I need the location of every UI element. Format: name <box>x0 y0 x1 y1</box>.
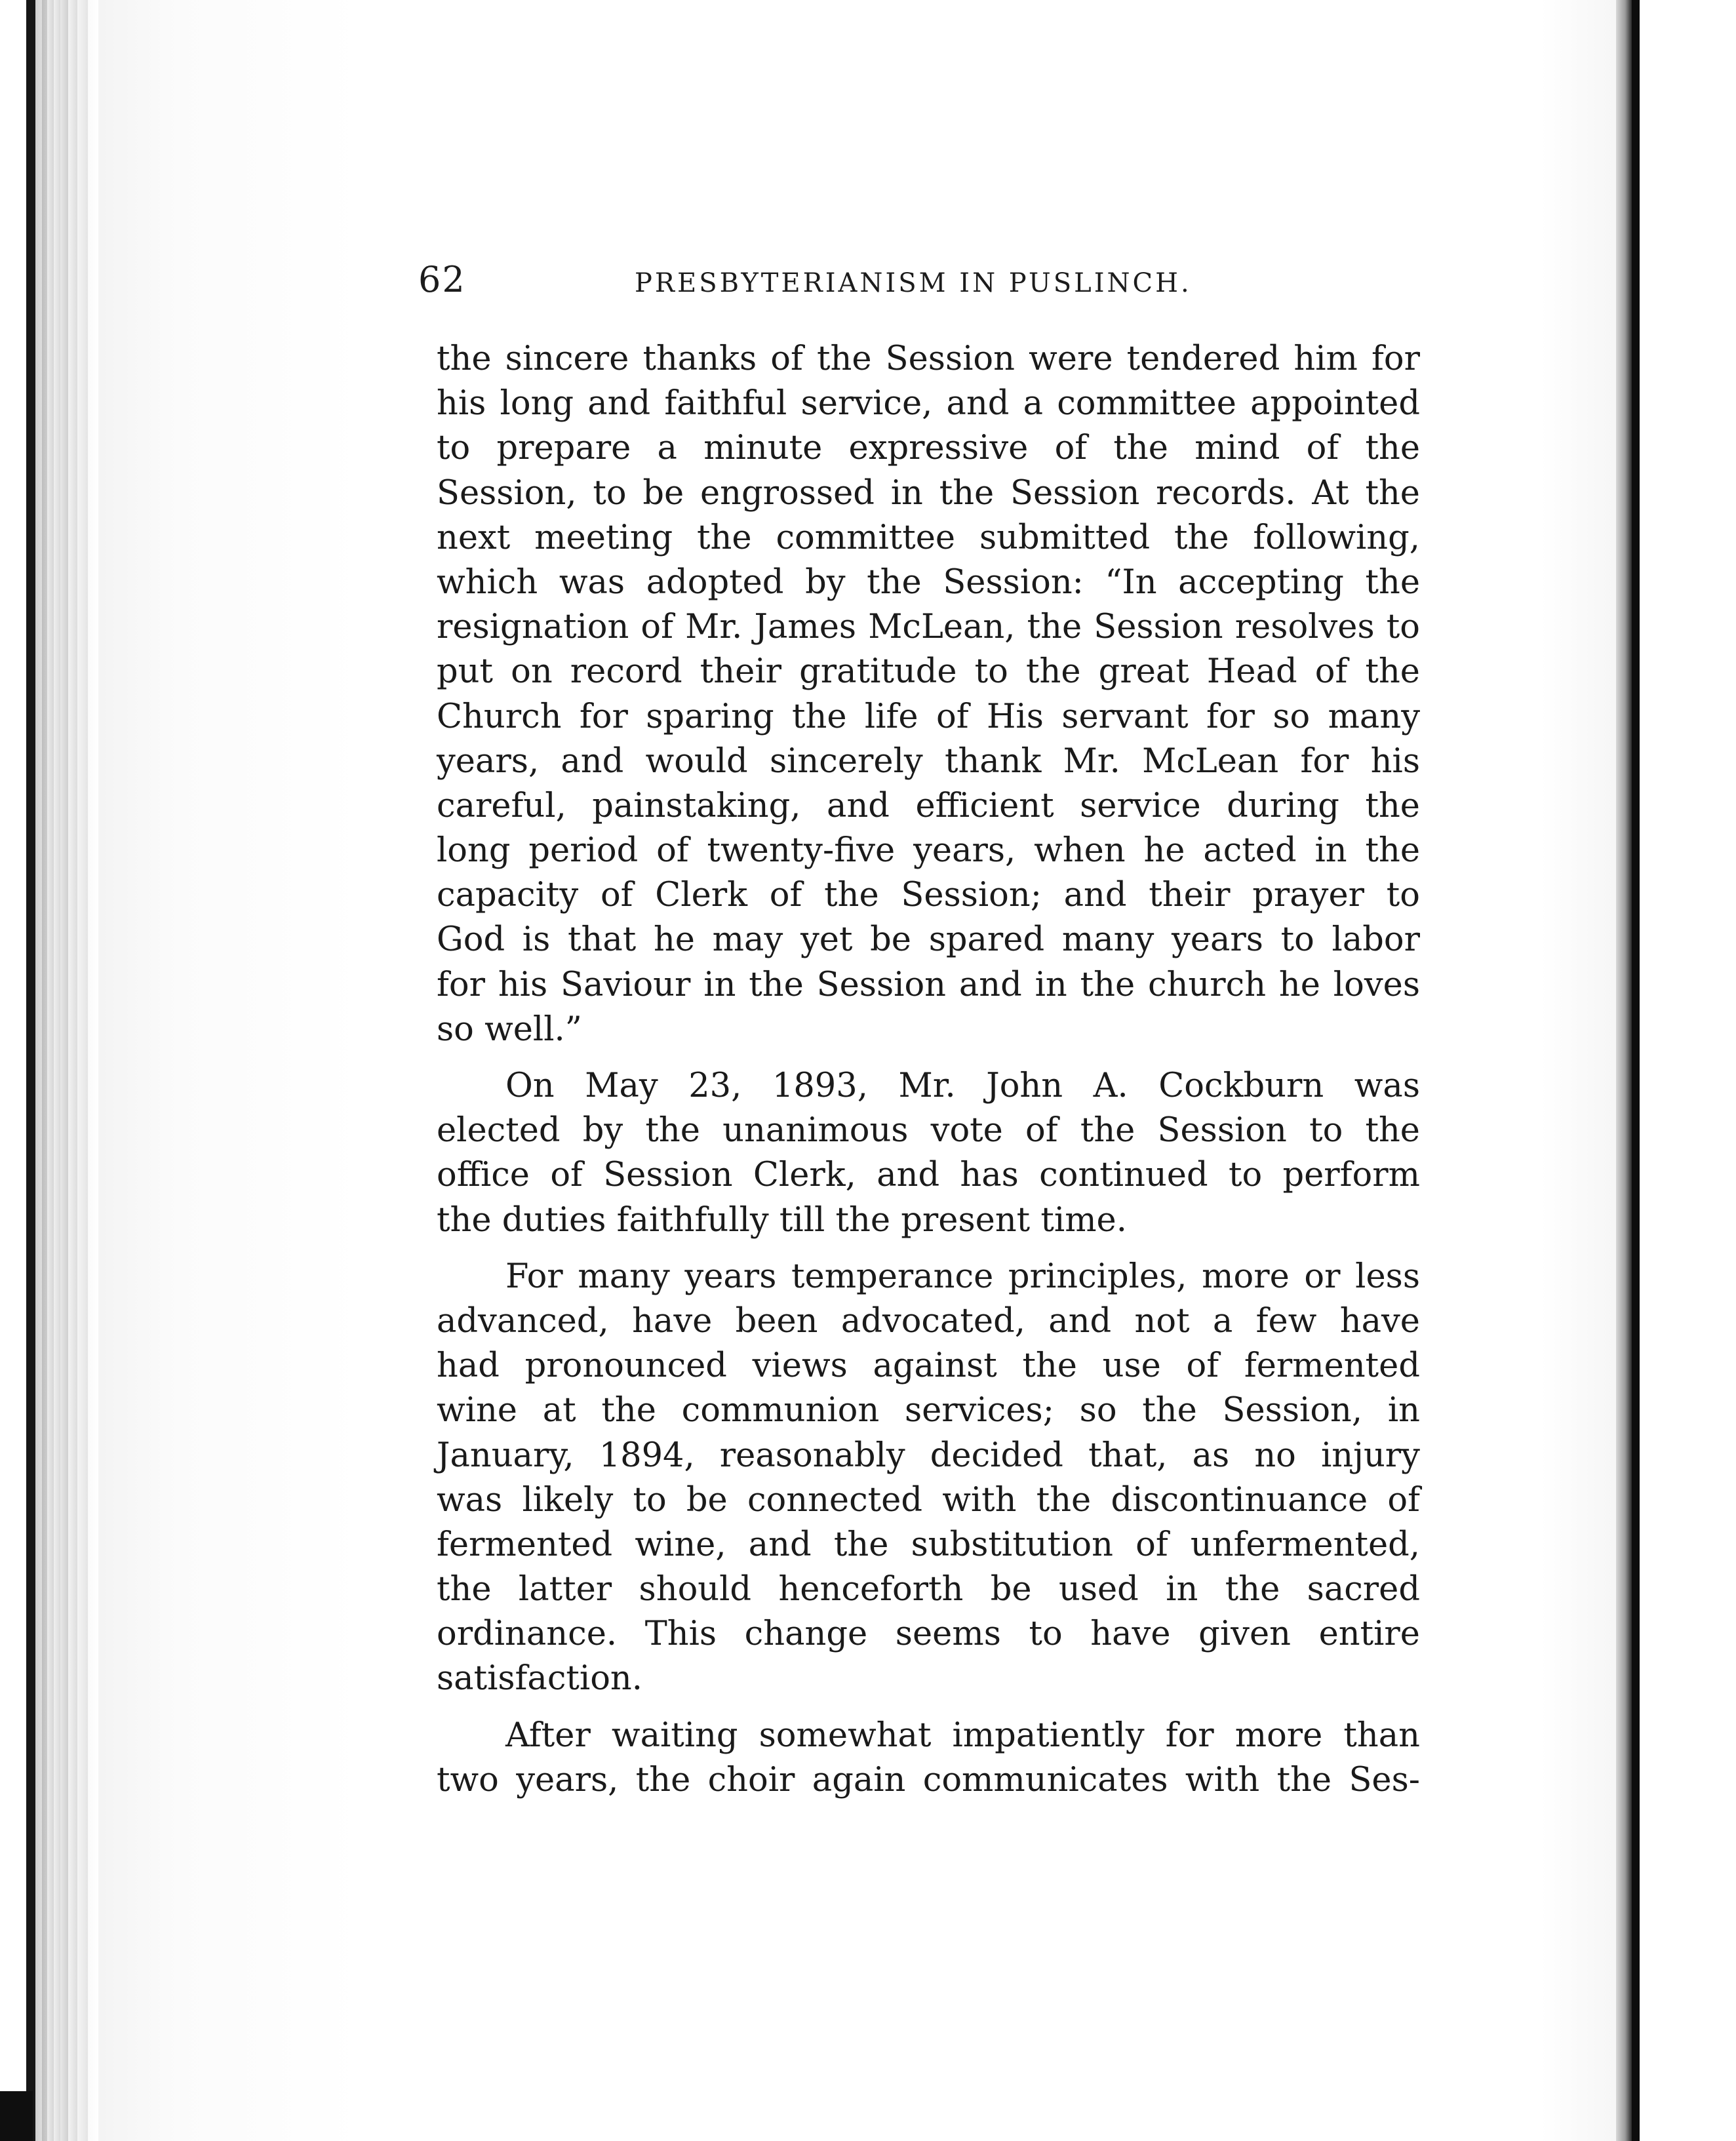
text-line: fermented wine, and the substitution of unfermented, <box>437 1525 1420 1564</box>
text-line: After waiting somewhat impatiently for more than <box>505 1716 1420 1755</box>
paragraph-3 <box>437 1255 1420 1702</box>
book-binding-edge <box>1616 0 1736 2141</box>
binding-shadow <box>1632 0 1640 2141</box>
text-line: the sincere thanks of the Session were tendered him for <box>437 340 1420 378</box>
text-line: years, and would sincerely thank Mr. McLean for his <box>437 741 1420 781</box>
body-text <box>437 337 1420 1803</box>
paragraph-4 <box>437 1714 1420 1803</box>
running-title: PRESBYTERIANISM IN PUSLINCH. <box>635 268 1192 298</box>
text-line: ordinance. This change seems to have given entire <box>437 1615 1420 1654</box>
page-header <box>418 259 1356 311</box>
text-line: For many years temperance principles, more or less <box>505 1257 1420 1296</box>
text-line: God is that he may yet be spared many years to labor <box>437 920 1420 960</box>
text-line: two years, the choir again communicates with the Ses- <box>437 1760 1420 1799</box>
text-line: his long and faithful service, and a committee appointed <box>437 384 1420 423</box>
text-line: to prepare a minute expressive of the mind of the <box>437 429 1420 468</box>
text-line: long period of twenty-five years, when he acted in the <box>437 831 1420 871</box>
text-line: put on record their gratitude to the great Head of the <box>437 652 1420 692</box>
text-line: so well.” <box>437 1010 582 1049</box>
scan-shadow <box>0 2091 33 2141</box>
text-line: Session, to be engrossed in the Session records. At the <box>437 473 1420 513</box>
text-line: On May 23, 1893, Mr. John A. Cockburn was <box>505 1067 1420 1105</box>
text-line: satisfaction. <box>437 1659 642 1699</box>
text-line: advanced, have been advocated, and not a few have <box>437 1301 1420 1341</box>
text-line: which was adopted by the Session: “In accepting the <box>437 562 1420 602</box>
paragraph-1 <box>437 337 1420 1052</box>
page-number: 62 <box>418 259 466 300</box>
text-line: office of Session Clerk, and has continued to perform <box>437 1156 1420 1195</box>
text-line: resignation of Mr. James McLean, the Session resolves to <box>437 608 1420 647</box>
text-line: for his Saviour in the Session and in the church he loves <box>437 965 1420 1004</box>
text-line: wine at the communion services; so the Session, in <box>437 1391 1420 1430</box>
text-line: was likely to be connected with the discontinuance of <box>437 1480 1420 1520</box>
paragraph-2 <box>437 1064 1420 1243</box>
text-line: Church for sparing the life of His servant for so many <box>437 697 1420 736</box>
text-line: next meeting the committee submitted the following, <box>437 518 1420 557</box>
text-line: the latter should henceforth be used in the sacred <box>437 1570 1420 1609</box>
page-edge-stack <box>0 0 98 2141</box>
text-line: elected by the unanimous vote of the Session to the <box>437 1111 1420 1150</box>
text-line: capacity of Clerk of the Session; and their prayer to <box>437 876 1420 915</box>
text-line: had pronounced views against the use of fermented <box>437 1346 1420 1386</box>
text-line: careful, painstaking, and efficient service during the <box>437 786 1420 825</box>
text-line: the duties faithfully till the present time. <box>437 1200 1127 1240</box>
text-line: January, 1894, reasonably decided that, as no injury <box>437 1436 1420 1475</box>
